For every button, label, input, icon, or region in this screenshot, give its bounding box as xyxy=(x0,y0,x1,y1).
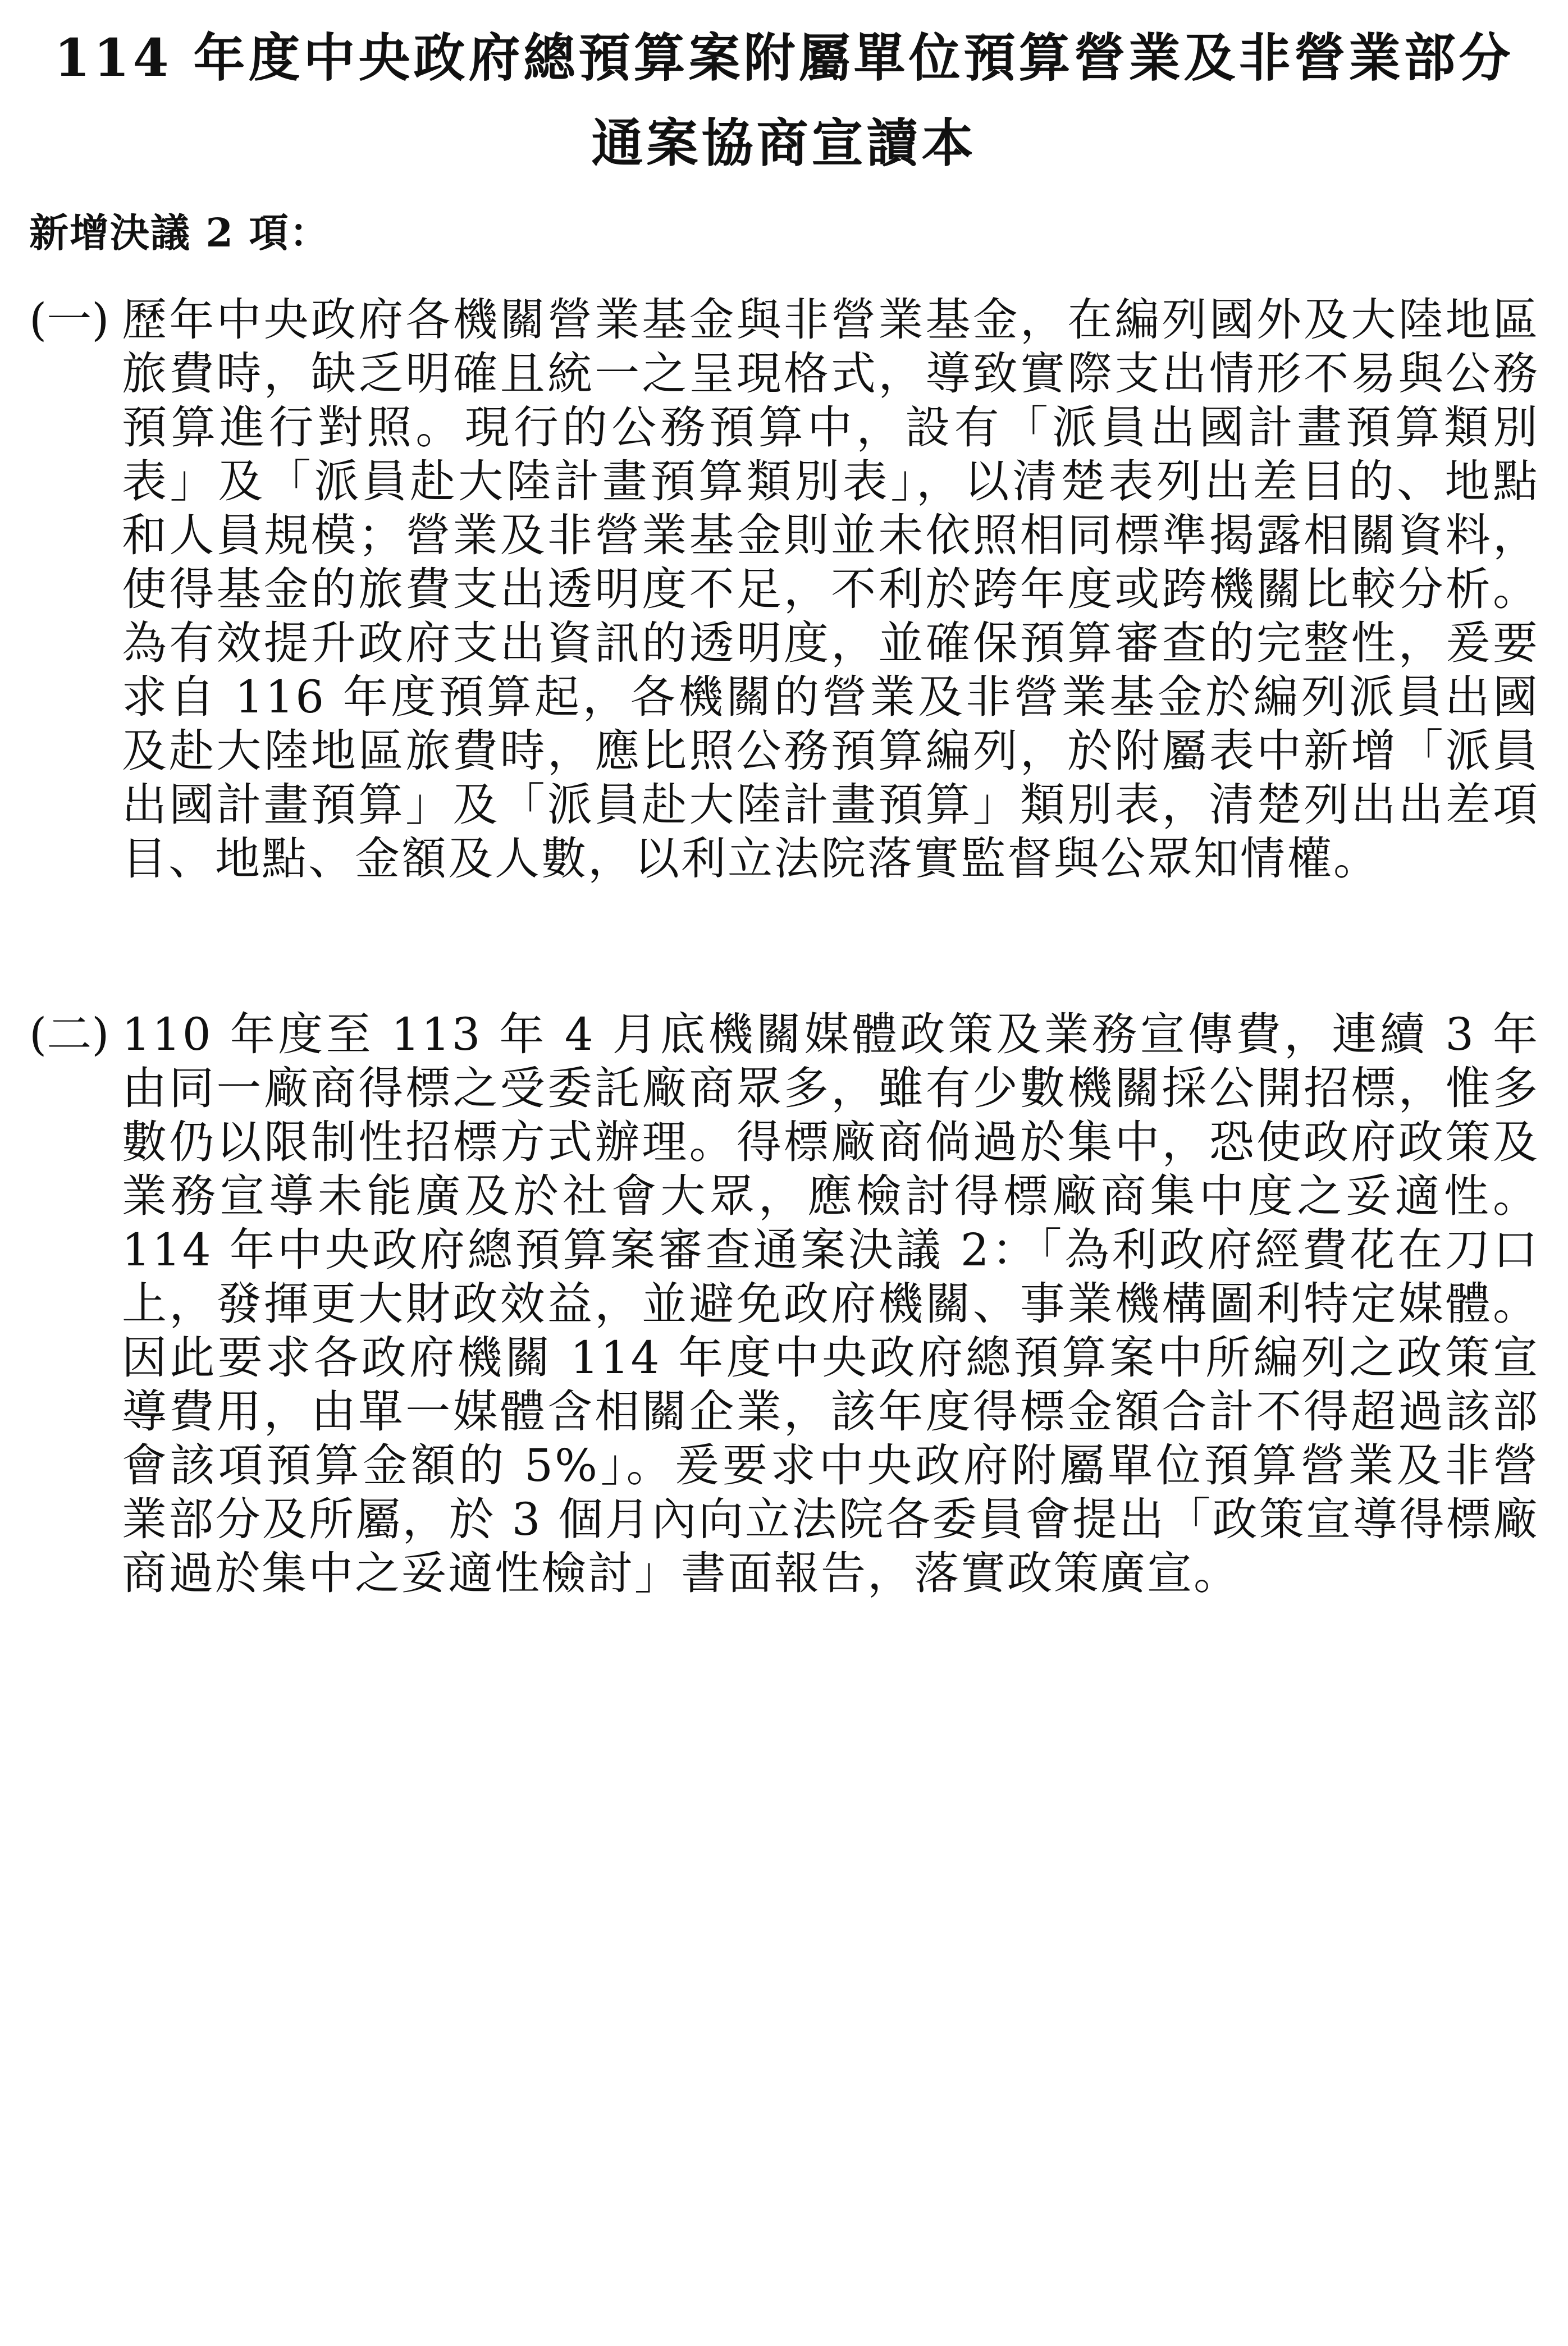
resolution-marker-2: (二) xyxy=(29,1008,109,1060)
resolution-text-1: 歷年中央政府各機關營業基金與非營業基金，在編列國外及大陸地區旅費時，缺乏明確且統一之呈現格式，導致實際支出情形不易與公務預算進行對照。現行的公務預算中，設有「派員出國計畫預算類別表」及「派員赴大陸計畫預算類別表」，以清楚表列出差目的、地點和人員規模；營業及非營業基金則並未依照相同標準揭露相關資料，使得基金的旅費支出透明度不足，不利於跨年度或跨機關比較分析。為有效提升政府支出資訊的透明度，並確保預算審查的完整性，爰要求自 116 年度預算起，各機關的營業及非營業基金於編列派員出國及赴大陸地區旅費時，應比照公務預算編列，於附屬表中新增「派員出國計畫預算」及「派員赴大陸計畫預算」類別表，清楚列出出差項目、地點、金額及人數，以利立法院落實監督與公眾知情權。 xyxy=(122,294,1539,885)
document-title-line-1: 114 年度中央政府總預算案附屬單位預算營業及非營業部分 xyxy=(54,28,1514,88)
resolution-item-1 xyxy=(29,293,1539,886)
document-title-line-2: 通案協商宣讀本 xyxy=(591,113,977,173)
resolution-item-2 xyxy=(29,1008,1539,1600)
section-heading: 新增決議 2 項： xyxy=(29,209,330,256)
resolution-marker-1: (一) xyxy=(29,294,109,346)
resolution-text-2: 110 年度至 113 年 4 月底機關媒體政策及業務宣傳費，連續 3 年由同一廠商得標之受委託廠商眾多，雖有少數機關採公開招標，惟多數仍以限制性招標方式辦理。得標廠商倘過於集中，恐使政府政策及業務宣導未能廣及於社會大眾，應檢討得標廠商集中度之妥適性。114 年中央政府總預算案審查通案決議 2：「為利政府經費花在刀口上，發揮更大財政效益，並避免政府機關、事業機構圖利特定媒體。因此要求各政府機關 114 年度中央政府總預算案中所編列之政策宣導費用，由單一媒體含相關企業，該年度得標金額合計不得超過該部會該項預算金額的 5%」。爰要求中央政府附屬單位預算營業及非營業部分及所屬，於 3 個月內向立法院各委員會提出「政策宣導得標廠商過於集中之妥適性檢討」書面報告，落實政策廣宣。 xyxy=(122,1008,1539,1599)
